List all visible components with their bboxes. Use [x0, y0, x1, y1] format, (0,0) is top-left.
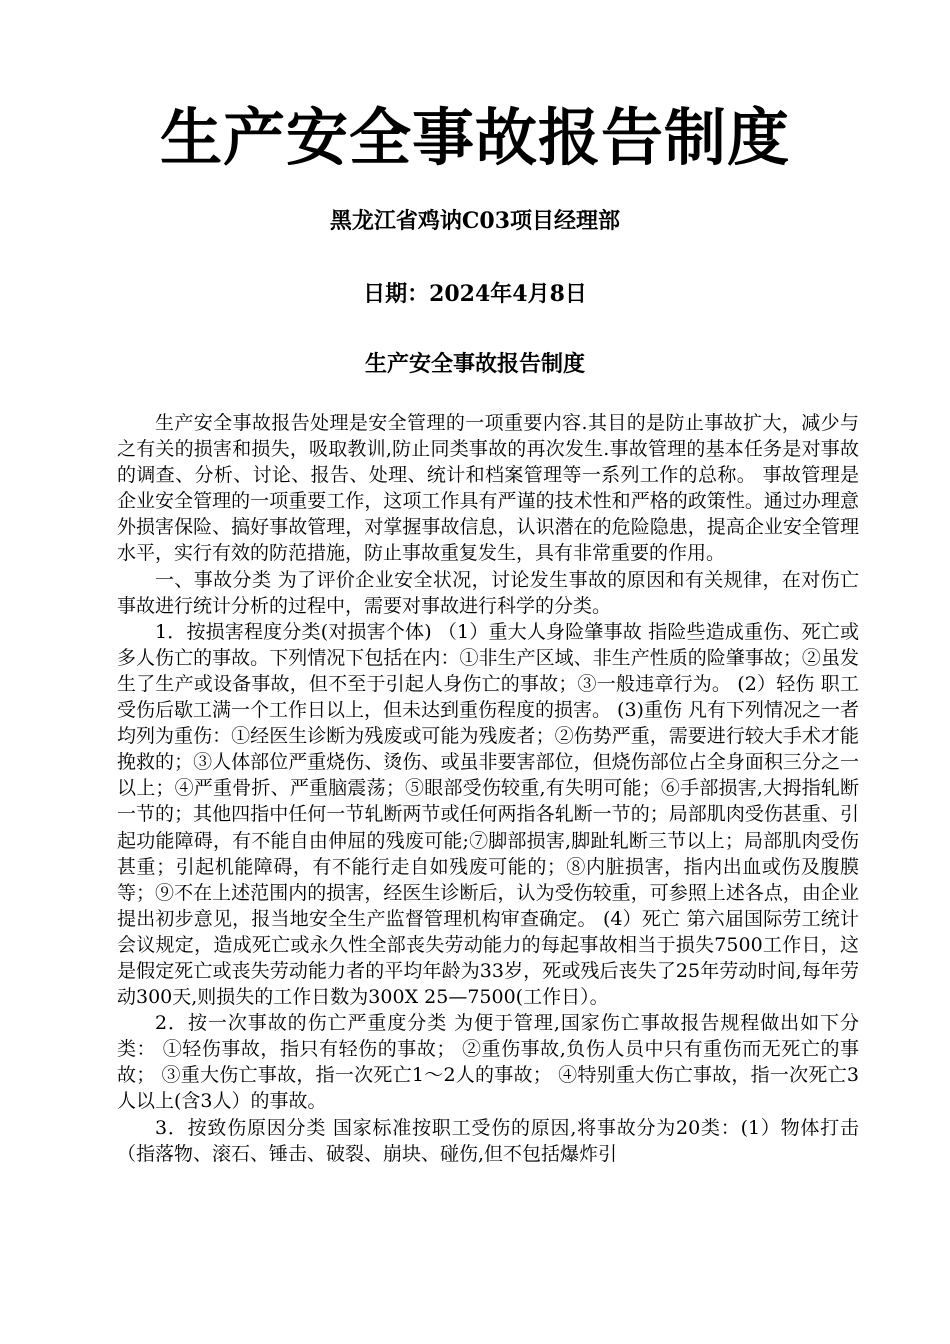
paragraph-damage-degree: 1．按损害程度分类(对损害个体) （1）重大人身险肇事故 指险些造成重伤、死亡或多人伤亡的事故。下列情况下包括在内：①非生产区域、非生产性质的险肇事故；②虽发生了生产或设备事故，但不至于引起人身伤亡的事故；③一般违章行为。 (2）轻伤 职工受伤后歇工满一个工作日以上，但未达到重伤程度的损害。 (3)重伤 凡有下列情况之一者均列为重伤：①经医生诊断为残废或可能为残废者；②伤势严重，需要进行较大手术才能挽救的；③人体部位严重烧伤、烫伤、或虽非要害部位，但烧伤部位占全身面积三分之一以上；④严重骨折、严重脑震荡；⑤眼部受伤较重,有失明可能；⑥手部损害,大拇指轧断一节的；其他四指中任何一节轧断两节或任何两指各轧断一节的；局部肌肉受伤甚重、引起功能障碍，有不能自由伸屈的残废可能;⑦脚部损害,脚趾轧断三节以上；局部肌肉受伤甚重；引起机能障碍，有不能行走自如残废可能的；⑧内脏损害，指内出血或伤及腹膜等；⑨不在上述范围内的损害，经医生诊断后，认为受伤较重，可参照上述各点，由企业提出初步意见，报当地安全生产监督管理机构审查确定。 (4）死亡 第六届国际劳工统计会议规定，造成死亡或永久性全部丧失劳动能力的每起事故相当于损失7500工作日，这是假定死亡或丧失劳动能力者的平均年龄为33岁，死或残后丧失了25年劳动时间,每年劳动300天,则损失的工作日数为300X 25—7500(工作日）。	[117, 620, 859, 1009]
paragraph-classification: 一、事故分类 为了评价企业安全状况，讨论发生事故的原因和有关规律，在对伤亡事故进行统计分析的过程中，需要对事故进行科学的分类。	[117, 568, 859, 617]
paragraph-intro: 生产安全事故报告处理是安全管理的一项重要内容.其目的是防止事故扩大，减少与之有关的损害和损失，吸取教训,防止同类事故的再次发生.事故管理的基本任务是对事故的调查、分析、讨论、报告、处理、统计和档案管理等一系列工作的总称。 事故管理是企业安全管理的一项重要工作，这项工作具有严谨的技术性和严格的政策性。通过办理意外损害保险、搞好事故管理，对掌握事故信息，认识潜在的危险隐患，提高企业安全管理水平，实行有效的防范措施，防止事故重复发生，具有非常重要的作用。	[117, 412, 859, 565]
document-title: 生产安全事故报告制度	[159, 101, 790, 174]
section-title: 生产安全事故报告制度	[364, 351, 585, 377]
document-body	[117, 410, 859, 1167]
document-date: 日期：2024年4月8日	[363, 281, 587, 307]
paragraph-cause: 3．按致伤原因分类 国家标准按职工受伤的原因,将事故分为20类：(1）物体打击（指落物、滚石、锤击、破裂、崩块、碰伤,但不包括爆炸引	[117, 1116, 859, 1165]
organization-name: 黑龙江省鸡讷C03项目经理部	[329, 208, 621, 234]
paragraph-severity: 2．按一次事故的伤亡严重度分类 为便于管理,国家伤亡事故报告规程做出如下分类： ①轻伤事故，指只有轻伤的事故； ②重伤事故,负伤人员中只有重伤而无死亡的事故； ③重大伤亡事故，指一次死亡1～2人的事故； ④特别重大伤亡事故，指一次死亡3人以上(含3人）的事故。	[117, 1012, 859, 1113]
